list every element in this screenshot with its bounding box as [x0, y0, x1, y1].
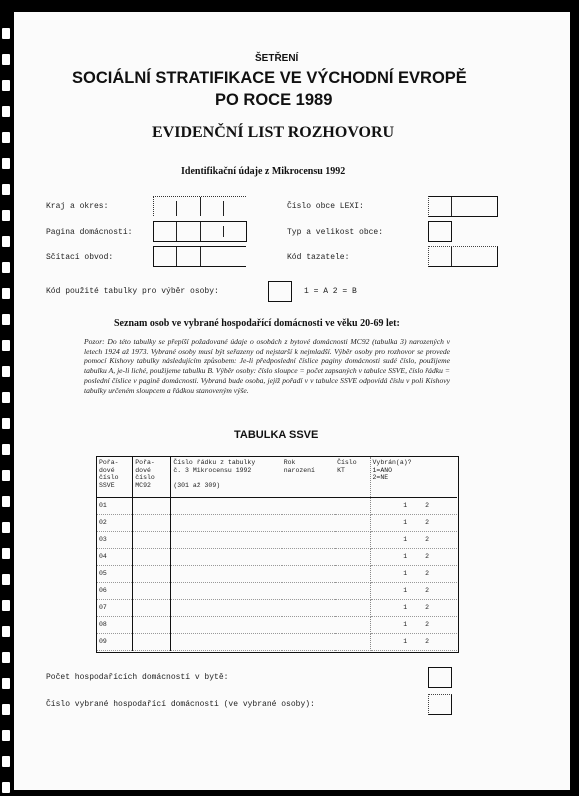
- selected-cell[interactable]: [370, 582, 457, 599]
- row-number: 07: [97, 599, 133, 616]
- table-row: [97, 497, 457, 514]
- field-label-scitaci-obvod: Sčítací obvod:: [46, 253, 114, 262]
- option-yes[interactable]: 1: [403, 638, 408, 646]
- binding-hole: [2, 626, 10, 637]
- option-no[interactable]: 2: [425, 621, 429, 629]
- table-title: TABULKA SSVE: [234, 429, 319, 441]
- birth-year-cell[interactable]: [282, 531, 335, 548]
- binding-hole: [2, 652, 10, 663]
- option-no[interactable]: 2: [425, 502, 429, 510]
- table-row: [97, 514, 457, 531]
- kraj-okres-field[interactable]: [153, 196, 246, 216]
- birth-year-cell[interactable]: [282, 565, 335, 582]
- mc92-cell[interactable]: [133, 582, 171, 599]
- kod-tabulky-field[interactable]: [268, 281, 292, 302]
- cislo-obce-field[interactable]: [428, 196, 498, 217]
- row-number: 02: [97, 514, 133, 531]
- birth-year-cell[interactable]: [282, 633, 335, 650]
- survey-label: ŠETŘENÍ: [255, 53, 299, 64]
- mc92-cell[interactable]: [133, 497, 171, 514]
- birth-year-cell[interactable]: [282, 582, 335, 599]
- birth-year-cell[interactable]: [282, 599, 335, 616]
- kt-cell[interactable]: [335, 497, 370, 514]
- mc92-cell[interactable]: [133, 599, 171, 616]
- kt-cell[interactable]: [335, 548, 370, 565]
- typ-velikost-field[interactable]: [428, 221, 452, 242]
- row-number: 04: [97, 548, 133, 565]
- kt-cell[interactable]: [335, 616, 370, 633]
- binding-hole: [2, 28, 10, 39]
- selected-cell[interactable]: [370, 531, 457, 548]
- binding-hole: [2, 600, 10, 611]
- selected-cell[interactable]: [370, 599, 457, 616]
- field-label-typ-velikost: Typ a velikost obce:: [287, 228, 384, 237]
- binding-hole: [2, 366, 10, 377]
- binding-hole: [2, 158, 10, 169]
- binding-hole: [2, 54, 10, 65]
- row-ref-cell[interactable]: [171, 616, 282, 633]
- mc92-cell[interactable]: [133, 565, 171, 582]
- pocet-domacnosti-field[interactable]: [428, 667, 452, 688]
- col-header-ssve: Pořa- dové číslo SSVE: [97, 457, 133, 497]
- row-number: 09: [97, 633, 133, 650]
- option-yes[interactable]: 1: [403, 502, 408, 510]
- table-row: [97, 616, 457, 633]
- birth-year-cell[interactable]: [282, 497, 335, 514]
- binding-hole: [2, 782, 10, 793]
- row-ref-cell[interactable]: [171, 514, 282, 531]
- birth-year-cell[interactable]: [282, 514, 335, 531]
- option-no[interactable]: 2: [425, 570, 429, 578]
- binding-hole: [2, 730, 10, 741]
- row-number: 05: [97, 565, 133, 582]
- col-header-selected: Vybrán(a)? 1=ANO 2=NE: [370, 457, 457, 497]
- col-header-row-number: Číslo řádku z tabulky č. 3 Mikrocensu 1992 (301 až 309): [171, 457, 282, 497]
- binding-hole: [2, 262, 10, 273]
- row-number: 01: [97, 497, 133, 514]
- scitaci-obvod-field[interactable]: [153, 246, 246, 267]
- binding-hole: [2, 548, 10, 559]
- binding-hole: [2, 392, 10, 403]
- option-no[interactable]: 2: [425, 536, 429, 544]
- option-no[interactable]: 2: [425, 638, 429, 646]
- binding-hole: [2, 80, 10, 91]
- row-ref-cell[interactable]: [171, 548, 282, 565]
- col-header-kt: Číslo KT: [335, 457, 370, 497]
- mc92-cell[interactable]: [133, 514, 171, 531]
- binding-hole: [2, 418, 10, 429]
- binding-hole: [2, 314, 10, 325]
- field-label-kod-tazatele: Kód tazatele:: [287, 253, 350, 262]
- main-title-line-1: SOCIÁLNÍ STRATIFIKACE VE VÝCHODNÍ EVROPĚ: [72, 69, 467, 87]
- table-row: [97, 531, 457, 548]
- binding-hole: [2, 756, 10, 767]
- row-ref-cell[interactable]: [171, 565, 282, 582]
- binding-hole: [2, 106, 10, 117]
- mc92-cell[interactable]: [133, 531, 171, 548]
- option-no[interactable]: 2: [425, 587, 429, 595]
- option-yes[interactable]: 1: [403, 570, 408, 578]
- mc92-cell[interactable]: [133, 616, 171, 633]
- selected-cell[interactable]: [370, 565, 457, 582]
- selected-cell[interactable]: [370, 514, 457, 531]
- option-yes[interactable]: 1: [403, 587, 408, 595]
- ssve-table: [97, 457, 457, 651]
- selected-cell[interactable]: [370, 497, 457, 514]
- row-ref-cell[interactable]: [171, 633, 282, 650]
- mc92-cell[interactable]: [133, 548, 171, 565]
- kt-cell[interactable]: [335, 531, 370, 548]
- kt-cell[interactable]: [335, 565, 370, 582]
- field-label-kod-tabulky: Kód použité tabulky pro výběr osoby:: [46, 287, 219, 296]
- kt-cell[interactable]: [335, 599, 370, 616]
- cislo-vybrane-field[interactable]: [428, 694, 452, 715]
- selected-cell[interactable]: [370, 548, 457, 565]
- row-ref-cell[interactable]: [171, 599, 282, 616]
- form-subtitle: Identifikační údaje z Mikrocensu 1992: [181, 166, 346, 177]
- selected-cell[interactable]: [370, 633, 457, 650]
- section-heading: Seznam osob ve vybrané hospodařící domácnosti ve věku 20-69 let:: [114, 318, 400, 329]
- binding-hole: [2, 236, 10, 247]
- binding-hole: [2, 340, 10, 351]
- binding-hole: [2, 704, 10, 715]
- instruction-notice: Pozor: Do této tabulky se přepíší požadované údaje o osobách z bytové domácnosti MC92 (tabulka 3) narozených v letech 1924 až 1973. Vybrané osoby musí být seřazeny od nejstarší k nejmladší. Výběr osoby pro rozhovor se provede pomocí Kishovy tabulky následujícím způsobem: Je-li předposlední číslice paginy domácnosti sudé číslo, použijeme tabulku A, je-li liché, použijeme tabulku B. Výběr osoby: číslo sloupce = počet zapsaných v tabulce SSVE, číslo řádku = poslední číslice v pagině domácnosti. Vybraná bude osoba, jejíž pořadí v v tabulce SSVE odpovídá číslu v poli Kishovy tabulky určeném sloupcem a řádkou stanoveným výše.: [84, 337, 450, 395]
- birth-year-cell[interactable]: [282, 548, 335, 565]
- binding-hole: [2, 210, 10, 221]
- field-label-cislo-obce: Číslo obce LEXI:: [287, 202, 364, 211]
- selected-cell[interactable]: [370, 616, 457, 633]
- option-no[interactable]: 2: [425, 604, 429, 612]
- binding-hole: [2, 184, 10, 195]
- binding-hole: [2, 470, 10, 481]
- binding-hole: [2, 132, 10, 143]
- option-no[interactable]: 2: [425, 553, 429, 561]
- kt-cell[interactable]: [335, 582, 370, 599]
- binding-hole: [2, 522, 10, 533]
- row-number: 08: [97, 616, 133, 633]
- spiral-binding: [0, 0, 14, 796]
- row-ref-cell[interactable]: [171, 582, 282, 599]
- table-row: [97, 548, 457, 565]
- row-ref-cell[interactable]: [171, 497, 282, 514]
- field-label-pocet-domacnosti: Počet hospodařících domácností v bytě:: [46, 673, 229, 682]
- binding-hole: [2, 574, 10, 585]
- table-row: [97, 582, 457, 599]
- row-number: 03: [97, 531, 133, 548]
- binding-hole: [2, 678, 10, 689]
- binding-hole: [2, 444, 10, 455]
- mc92-cell[interactable]: [133, 633, 171, 650]
- row-ref-cell[interactable]: [171, 531, 282, 548]
- form-title: EVIDENČNÍ LIST ROZHOVORU: [152, 124, 395, 141]
- binding-hole: [2, 496, 10, 507]
- option-yes[interactable]: 1: [403, 621, 408, 629]
- kt-cell[interactable]: [335, 514, 370, 531]
- option-yes[interactable]: 1: [403, 604, 408, 612]
- option-yes[interactable]: 1: [403, 536, 408, 544]
- option-no[interactable]: 2: [425, 519, 429, 527]
- field-label-kraj-okres: Kraj a okres:: [46, 202, 109, 211]
- table-row: [97, 599, 457, 616]
- col-header-birth-year: Rok narození: [282, 457, 335, 497]
- col-header-mc92: Pořa- dové číslo MC92: [133, 457, 171, 497]
- field-label-cislo-vybrane: Číslo vybrané hospodařící domácnosti (ve vybrané osoby):: [46, 700, 315, 709]
- birth-year-cell[interactable]: [282, 616, 335, 633]
- kod-tazatele-field[interactable]: [428, 246, 498, 267]
- field-label-pagina: Pagina domácnosti:: [46, 228, 133, 237]
- main-title-line-2: PO ROCE 1989: [215, 91, 333, 109]
- kt-cell[interactable]: [335, 633, 370, 650]
- option-yes[interactable]: 1: [403, 553, 408, 561]
- binding-hole: [2, 288, 10, 299]
- kod-tabulky-options: 1 = A 2 = B: [304, 287, 357, 296]
- pagina-field[interactable]: [153, 221, 247, 242]
- table-row: [97, 565, 457, 582]
- table-row: [97, 633, 457, 650]
- option-yes[interactable]: 1: [403, 519, 408, 527]
- row-number: 06: [97, 582, 133, 599]
